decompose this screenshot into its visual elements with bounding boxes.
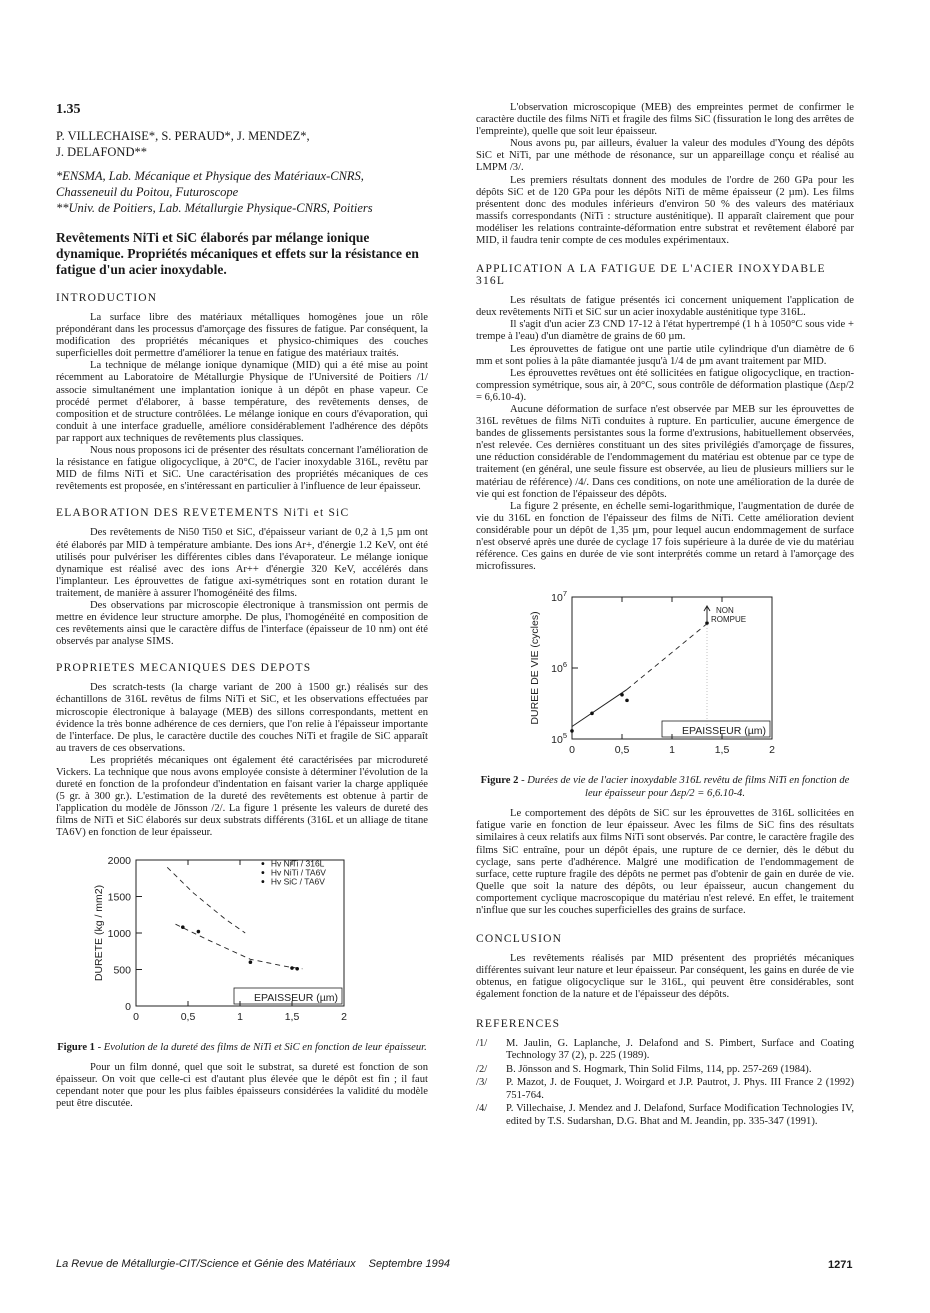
reference-text: M. Jaulin, G. Laplanche, J. Delafond and S. Pimbert, Surface and Coating Technology 37 (2), p. 225 (1989). [506,1037,854,1062]
x-tick-label: 0 [569,744,575,757]
section-number: 1.35 [56,102,81,117]
figure-2 [476,585,854,800]
application-paragraph-3: Les éprouvettes de fatigue ont une partie utile cylindrique d'un diamètre de 6 mm et sont polies à la pâte diamantée jusqu'à 1/4 de µm avant traitement par MID. [476,343,854,367]
y-tick-label: 500 [113,964,131,977]
reference-text: P. Mazot, J. de Fouquet, J. Woirgard et J.P. Pautrot, J. Phys. III France 2 (1992) 751-764. [506,1077,854,1101]
y-tick-label: 0 [125,1000,131,1013]
x-tick-label: 0,5 [614,744,630,757]
y-tick-label: $10^5$ [551,731,567,747]
application-paragraph-2: Il s'agit d'un acier Z3 CND 17-12 à l'état hypertrempé (1 h à 1050°C sous vide + trempe à l'eau) d'un diamètre de grains de 60 µm. [476,319,854,343]
authors-line-2: J. DELAFOND** [56,145,147,159]
proprietes-heading: PROPRIETES MECANIQUES DES DEPOTS [56,662,312,675]
elaboration-paragraph-1: Des revêtements de Ni50 Ti50 et SiC, d'épaisseur variant de 0,2 à 1,5 µm ont été élaborés par MID à température ambiante. Des ions Ar+, d'énergie 1.2 KeV, ont été utilisés pour pulvériser les différentes cibles dans l'évaporateur. Le mélange ionique dynamique est réalisé avec des ions Ar++ d'énergie 320 KeV, accélérés dans l'implanteur. Les éprouvettes de fatigue axi-symétriques sont en rotation durant le traitement, de manière à assurer l'homogénéité des films. [56,527,428,599]
intro-paragraph-3: Nous nous proposons ici de présenter des résultats concernant l'amélioration de la résistance en fatigue oligocyclique, à 20°C, de l'acier inoxydable 316L, revêtu par MID de films NiTi et SiC. Une caractérisation des propriétés mécaniques de ces revêtements est proposée, en s'intéressant en particulier à l'influence de leur épaisseur. [56,445,428,493]
y-tick-label: $10^6$ [551,660,567,676]
x-tick-label: 1,5 [284,1010,300,1023]
y-tick-label: 2000 [107,854,131,867]
runout-label: NON [716,606,734,616]
reference-number: /1/ [476,1037,488,1049]
x-tick-label: 0,5 [180,1010,196,1023]
paper-title: Revêtements NiTi et SiC élaborés par mélange ionique dynamique. Propriétés mécaniques et effets sur la résistance en fatigue d'un acier inoxydable. [56,230,419,277]
authors [56,128,428,160]
conclusion-heading: CONCLUSION [476,933,563,946]
runout-label: ROMPUE [711,615,747,625]
elaboration-paragraph-2: Des observations par microscopie électronique à transmission ont permis de mettre en évidence leur structure amorphe. De plus, l'homogénéité en composition de ces revêtements ainsi que le caractère diffus de l'interface (épaisseur de 10 nm) ont été observés par analyse SIMS. [56,599,428,648]
intro-paragraph-1: La surface libre des matériaux métalliques homogènes joue un rôle prépondérant dans les processus d'amorçage des fissures de fatigue. Par conséquent, la modification des propriétés mécaniques et physico-chimiques des couches superficielles doit permettre d'améliorer la tenue en fatigue des matériaux traités. [56,312,428,360]
data-point [197,929,201,933]
authors-line-1: P. VILLECHAISE*, S. PERAUD*, J. MENDEZ*, [56,129,310,143]
application-paragraph-6: La figure 2 présente, en échelle semi-logarithmique, l'augmentation de durée de vie du 316L en fonction de l'épaisseur des films de NiTi. Cette amélioration devient considérable pour un dépôt de 1,35 µm, pour lequel aucun endommagement de surface n'est observé après une durée de cyclage 17 fois supérieure à la durée de vie du matériau référence. Ces gains en durée de vie sont interprétés comme un retard à l'amorçage des microfissures. [476,500,854,573]
trend-line [176,924,303,969]
data-point [620,693,624,697]
footer-date: Septembre 1994 [368,1258,451,1270]
y-tick-label: $10^7$ [551,589,567,605]
legend-label: Hv NiTi / TA6V [270,867,326,878]
x-tick-label: 1,5 [714,744,730,757]
data-point [181,925,185,929]
reference-item [476,1077,854,1102]
figure-1-caption [56,1041,428,1054]
figure-1-caption-text: - Evolution de la dureté des films de NiTi et SiC en fonction de leur épaisseur. [94,1041,427,1053]
y-axis-label: DURETE (kg / mm2) [93,884,105,981]
footer-journal: La Revue de Métallurgie-CIT/Science et Génie des Matériaux [56,1258,356,1270]
x-tick-label: 2 [769,744,775,757]
reference-item [476,1064,854,1077]
data-point [295,967,299,971]
reference-number: /4/ [476,1103,488,1115]
right-column [476,102,854,1130]
x-tick-label: 2 [341,1010,347,1023]
x-axis-label: EPAISSEUR (µm) [681,725,766,738]
reference-number: /3/ [476,1077,488,1089]
proprietes-paragraph-2: Les propriétés mécaniques ont également été caractérisées par microdureté Vickers. La technique que nous avons employée consiste à déterminer l'évolution de la dureté en fonction de la profondeur d'indentation en faisant varier la charge appliquée (5 gr. à 300 gr.). L'estimation de la dureté des revêtements est obtenue à partir de l'application du modèle de Jönsson /2/. La figure 1 présente les valeurs de dureté des films de NiTi et SiC élaborés sur deux substrats différents (316L et un alliage de titane TA6V) en fonction de leur épaisseur. [56,754,428,839]
footer [56,1258,856,1270]
right-intro-paragraph-2: Nous avons pu, par ailleurs, évaluer la valeur des modules d'Young des dépôts SiC et NiTi, par une méthode de résonance, sur un appareillage conçu et réalisé au LMPM /3/. [476,138,854,174]
right-intro-paragraph-3: Les premiers résultats donnent des modules de l'ordre de 260 GPa pour les dépôts SiC et de 120 GPa pour les dépôts NiTi de même épaisseur (2 µm). Les films présentent donc des modules inférieurs d'environ 50 % des valeurs des matériaux massifs correspondants (NiTi : structure austénitique). Il apparaît clairement que pour modéliser les relations contrainte-déformation entre substrat et revêtement élaboré par MID, il faudra tenir compte de ces modules expérimentaux. [476,174,854,247]
legend-label: Hv NiTi / 316L [270,858,325,869]
application-paragraph-4: Les éprouvettes revêtues ont été sollicitées en fatigue oligocyclique, en traction-compression symétrique, sous air, à 20°C, sous contrôle de déformation plastique (Δεp/2 = 6,6.10-4). [476,367,854,403]
reference-text: B. Jönsson and S. Hogmark, Thin Solid Films, 114, pp. 257-269 (1984). [506,1063,812,1075]
affiliation-1: *ENSMA, Lab. Mécanique et Physique des Matériaux-CNRS, Chasseneuil du Poitou, Futuroscope [56,169,364,199]
introduction-heading: INTRODUCTION [56,292,158,304]
figure-1-caption-lead: Figure 1 [57,1041,95,1053]
proprietes-after-figure: Pour un film donné, quel que soit le substrat, sa dureté est fonction de son épaisseur. On voit que celle-ci est d'autant plus élevée que le dépôt est fin ; il faut cependant noter que pour les plus faibles épaisseurs considérées la validité du modèle peut être discutée. [56,1061,428,1109]
affiliation-2: **Univ. de Poitiers, Lab. Métallurgie Physique-CNRS, Poitiers [56,201,373,215]
trend-line [167,867,245,933]
application-heading: APPLICATION A LA FATIGUE DE L'ACIER INOXYDABLE 316L [476,263,826,288]
data-point [570,729,574,733]
y-tick-label: 1000 [107,927,131,940]
trend-line-extension [627,624,707,690]
hardness-chart [56,852,428,1032]
trend-line [572,690,627,727]
reference-text: P. Villechaise, J. Mendez and J. Delafond, Surface Modification Technologies IV, edited by T.S. Sudarshan, D.G. Bhat and M. Jeandin, pp. 335-347 (1991). [506,1103,854,1128]
x-tick-label: 0 [133,1010,139,1023]
data-point [705,622,709,626]
x-axis-label: EPAISSEUR (µm) [253,991,338,1004]
fatigue-life-chart [476,585,854,765]
x-tick-label: 1 [237,1010,243,1023]
intro-paragraph-2: La technique de mélange ionique dynamique (MID) qui a été mise au point récemment au Laboratoire de Métallurgie Physique de l'Université de Poitiers /1/ associe simultanément une implantation ionique à un dépôt en phase vapeur. Ce procédé permet d'élaborer, à basse température, des revêtements denses, de composition et de structure contrôlées. Le mélange ionique en cours d'évaporation, qui conduit à une interface graduelle, améliore considérablement l'adhérence des dépôts par rapport aux techniques de revêtements plus classiques. [56,360,428,444]
proprietes-paragraph-1: Des scratch-tests (la charge variant de 200 à 1500 gr.) réalisés sur des échantillons de 316L revêtus de films NiTi et SiC, et les observations effectuées par microscopie électronique à balayage (MEB) des sillons correspondants, mettent en évidence la très bonne adhérence de ces derniers, que l'on relie à l'épaisseur importante de l'interface. De plus, le caractère ductile des couches NiTi et fragile de SiC apparaît au travers de ces observations. [56,682,428,754]
right-intro-paragraph-1: L'observation microscopique (MEB) des empreintes permet de confirmer le caractère ductile des films NiTi et fragile des films SiC (fissuration le long des arrêtes de l'empreinte), quelle que soit leur épaisseur. [476,102,854,138]
reference-number: /2/ [476,1063,488,1075]
legend-marker [261,880,264,883]
figure-2-caption-text: - Durées de vie de l'acier inoxydable 316L revêtu de films NiTi en fonction de leur épaisseur pour Δεp/2 = 6,6.10-4. [518,775,850,800]
data-point [290,966,294,970]
legend-label: Hv SiC / TA6V [270,876,325,887]
y-tick-label: 1500 [107,891,131,904]
legend-marker [261,862,264,865]
reference-item [476,1103,854,1128]
conclusion-text: Les revêtements réalisés par MID présentent des propriétés mécaniques différentes suivant leur nature et leur épaisseur. Par conséquent, les gains en durée de vie obtenus, en fatigue oligocyclique sur le 316L, qui peuvent être considérables, sont également fonction de la nature et de l'épaisseur des dépôts. [476,953,854,1001]
left-column [56,102,428,1110]
references-list [476,1038,854,1129]
data-point [249,960,253,964]
application-after-figure: Le comportement des dépôts de SiC sur les éprouvettes de 316L sollicitées en fatigue varie en fonction de leur épaisseur. Avec les films de SiC fins des résultats similaires à ceux relatifs aux films NiTi sont observés. Par contre, le caractère fragile des films SiC entraîne, pour un dépôt épais, une rupture de ce dernier, dès le début du cyclage, sans perte d'adhérence. Malgré une modification de l'endommagement de surface, cette rupture fragile des dépôts ne permet pas d'obtenir de gain en durée de vie. Quelle que soit la nature des dépôts, ou leur épaisseur, aucun changement du comportement cyclique macroscopique du matériau n'est relevé. En effet, le traitement n'influe que sur les couches superficielles des grains de surface. [476,808,854,917]
figure-2-caption [476,774,854,800]
reference-item [476,1038,854,1063]
application-paragraph-1: Les résultats de fatigue présentés ici concernent uniquement l'application de deux revêtements NiTi et SiC sur un acier inoxydable austénitique type 316L. [476,295,854,319]
x-tick-label: 1 [669,744,675,757]
references-heading: REFERENCES [476,1017,561,1030]
figure-2-caption-lead: Figure 2 [480,775,519,787]
application-paragraph-5: Aucune déformation de surface n'est observée par MEB sur les éprouvettes de 316L revêtues de films NiTi conduites à rupture. En particulier, aucune émergence de bandes de glissements persistantes sous la forme d'extrusions, habituellement observées, n'est relevée. Ces dernières constituant un des sites privilégiés d'amorçage de fissures, une réduction considérable de l'endommagement du matériau est obtenue par ce type de traitement (en général, une seule fissure est observée, au lieu de plusieurs milliers sur le matériau de référence) /4/. Dans ces conditions, on note une amélioration de la durée de vie qui est fonction de l'épaisseur des dépôts. [476,403,854,500]
page-number: 1271 [828,1259,853,1271]
figure-1 [56,852,428,1054]
y-axis-label: DUREE DE VIE (cycles) [529,611,541,725]
data-point [625,699,629,703]
legend-marker [261,871,264,874]
data-point [590,712,594,716]
elaboration-heading: ELABORATION DES REVETEMENTS NiTi et SiC [56,507,350,520]
